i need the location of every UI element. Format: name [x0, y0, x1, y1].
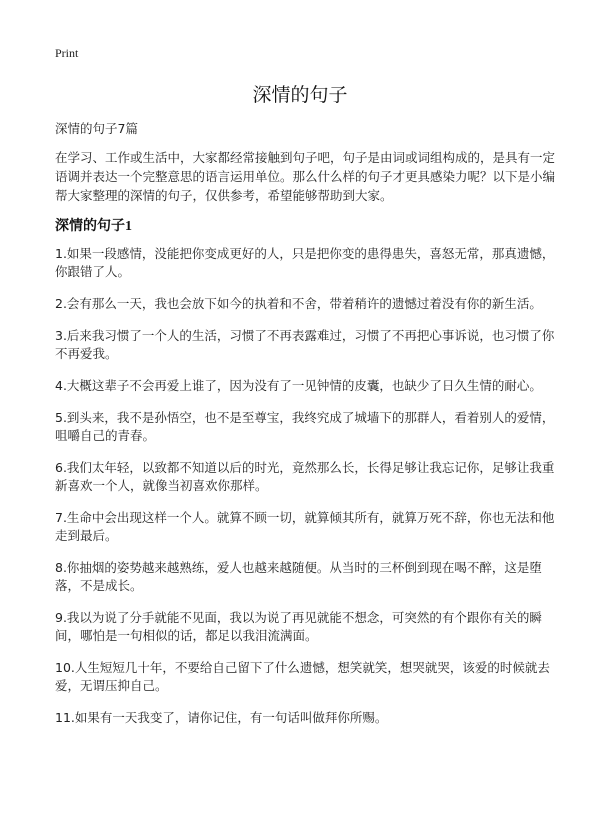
- sentence-paragraph-3: 3.后来我习惯了一个人的生活，习惯了不再表露难过，习惯了不再把心事诉说，也习惯了你不再爱我。: [55, 328, 555, 361]
- sentence-paragraph-11: 11.如果有一天我变了，请你记住，有一句话叫做拜你所赐。: [55, 710, 388, 725]
- sentence-paragraph-9: 9.我以为说了分手就能不见面，我以为说了再见就能不想念，可突然的有个跟你有关的瞬间，哪怕是一句相似的话，都足以我泪流满面。: [55, 610, 542, 643]
- page-title: 深情的句子: [252, 84, 348, 106]
- sentence-paragraph-5: 5.到头来，我不是孙悟空，也不是至尊宝，我终究成了城墙下的那群人，看着别人的爱情，咀嚼自己的青春。: [55, 410, 555, 443]
- sentence-paragraph-1: 1.如果一段感情，没能把你变成更好的人，只是把你变的患得患失，喜怒无常，那真遗憾，你跟错了人。: [55, 246, 555, 279]
- intro-paragraph: 在学习、工作或生活中，大家都经常接触到句子吧，句子是由词或词组构成的，是具有一定语调并表达一个完整意思的语言运用单位。那么什么样的句子才更具感染力呢？以下是小编帮大家整理的深情的句子，仅供参考，希望能够帮助到大家。: [55, 150, 556, 203]
- sentence-paragraph-6: 6.我们太年轻，以致都不知道以后的时光，竟然那么长，长得足够让我忘记你，足够让我重新喜欢一个人，就像当初喜欢你那样。: [55, 460, 555, 493]
- sentence-paragraph-4: 4.大概这辈子不会再爱上谁了，因为没有了一见钟情的皮囊，也缺少了日久生情的耐心。: [55, 378, 542, 393]
- sentence-paragraph-10: 10.人生短短几十年，不要给自己留下了什么遗憾，想笑就笑，想哭就哭，该爱的时候就去爱，无谓压抑自己。: [55, 660, 550, 693]
- print-link[interactable]: Print: [55, 46, 79, 60]
- article-subtitle: 深情的句子7篇: [55, 121, 138, 136]
- sentence-paragraph-2: 2.会有那么一天，我也会放下如今的执着和不舍，带着稍许的遗憾过着没有你的新生活。: [55, 296, 542, 311]
- article-body: [55, 120, 555, 741]
- section-heading: 深情的句子1: [55, 219, 132, 234]
- sentence-paragraph-8: 8.你抽烟的姿势越来越熟练，爱人也越来越随便。从当时的三杯倒到现在喝不醉，这是堕落，不是成长。: [55, 560, 542, 593]
- sentence-paragraph-7: 7.生命中会出现这样一个人。就算不顾一切，就算倾其所有，就算万死不辞，你也无法和他走到最后。: [55, 510, 555, 543]
